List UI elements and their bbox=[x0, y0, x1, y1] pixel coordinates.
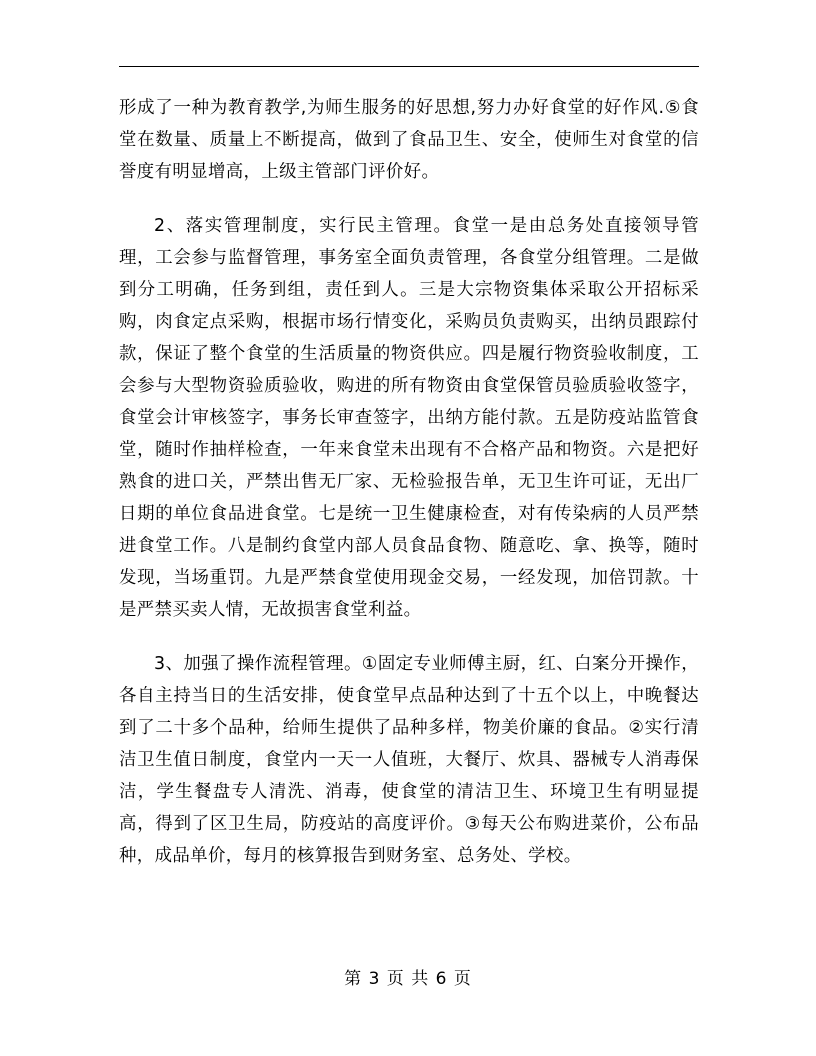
document-body bbox=[119, 92, 699, 872]
paragraph-management-system: 2、落实管理制度，实行民主管理。食堂一是由总务处直接领导管理，工会参与监督管理，事务室全面负责管理，各食堂分组管理。二是做到分工明确，任务到组，责任到人。三是大宗物资集体采取公开招标采购，肉食定点采购，根据市场行情变化，采购员负责购买，出纳员跟踪付款，保证了整个食堂的生活质量的物资供应。四是履行物资验收制度，工会参与大型物资验质验收，购进的所有物资由食堂保管员验质验收签字，食堂会计审核签字，事务长审查签字，出纳方能付款。五是防疫站监管食堂，随时作抽样检查，一年来食堂未出现有不合格产品和物资。六是把好熟食的进口关，严禁出售无厂家、无检验报告单，无卫生许可证，无出厂日期的单位食品进食堂。七是统一卫生健康检查，对有传染病的人员严禁进食堂工作。八是制约食堂内部人员食品食物、随意吃、拿、换等，随时发现，当场重罚。九是严禁食堂使用现金交易，一经发现，加倍罚款。十是严禁买卖人情，无故损害食堂利益。 bbox=[119, 216, 699, 620]
page-number-footer: 第 3 页 共 6 页 bbox=[344, 969, 472, 989]
header-rule bbox=[119, 66, 699, 67]
paragraph-operation-process: 3、加强了操作流程管理。①固定专业师傅主厨，红、白案分开操作，各自主持当日的生活安排，使食堂早点品种达到了十五个以上，中晚餐达到了二十多个品种，给师生提供了品种多样，物美价廉的食品。②实行清洁卫生值日制度，食堂内一天一人值班，大餐厅、炊具、器械专人消毒保洁，学生餐盘专人清洗、消毒，使食堂的清洁卫生、环境卫生有明显提高，得到了区卫生局，防疫站的高度评价。③每天公布购进菜价，公布品种，成品单价，每月的核算报告到财务室、总务处、学校。 bbox=[119, 654, 699, 866]
paragraph-continuation: 形成了一种为教育教学,为师生服务的好思想,努力办好食堂的好作风.⑤食堂在数量、质量上不断提高，做到了食品卫生、安全，使师生对食堂的信誉度有明显增高，上级主管部门评价好。 bbox=[119, 98, 699, 182]
